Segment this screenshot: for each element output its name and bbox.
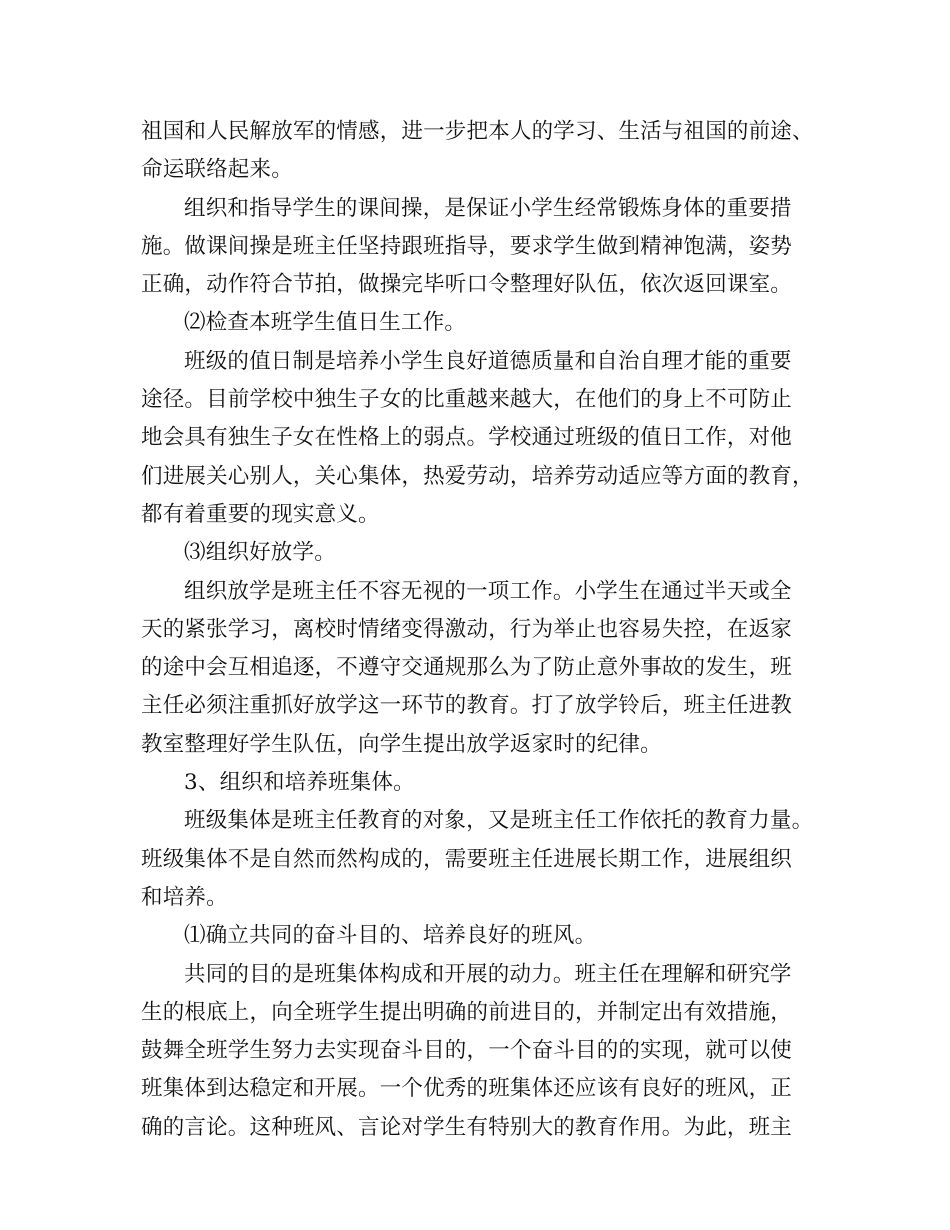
text-line: ⑵检查本班学生值日生工作。 (184, 310, 467, 336)
text-line: 共同的目的是班集体构成和开展的动力。班主任在理解和研究学 (184, 961, 792, 987)
text-line: 班级集体不是自然而然构成的，需要班主任进展长期工作，进展组织 (141, 846, 793, 872)
text-line: 主任必须注重抓好放学这一环节的教育。打了放学铃后，班主任进教 (141, 693, 793, 719)
text-line: 确的言论。这种班风、言论对学生有特别大的教育作用。为此，班主 (141, 1114, 793, 1140)
text-line: 生的根底上，向全班学生提出明确的前进目的，并制定出有效措施， (141, 999, 793, 1025)
text-line: 组织放学是班主任不容无视的一项工作。小学生在通过半天或全 (184, 578, 792, 604)
text-line: 3、组织和培养班集体。 (184, 770, 415, 796)
text-line: 班级的值日制是培养小学生良好道德质量和自治自理才能的重要 (184, 348, 792, 374)
text-line: 的途中会互相追逐，不遵守交通规那么为了防止意外事故的发生，班 (141, 655, 793, 681)
text-line: 班集体到达稳定和开展。一个优秀的班集体还应该有良好的班风，正 (141, 1076, 793, 1102)
text-line: 命运联络起来。 (141, 157, 293, 183)
text-line: 天的紧张学习，离校时情绪变得激动，行为举止也容易失控，在返家 (141, 616, 793, 642)
text-line: 鼓舞全班学生努力去实现奋斗目的，一个奋斗目的的实现，就可以使 (141, 1038, 793, 1064)
text-line: 正确，动作符合节拍，做操完毕听口令整理好队伍，依次返回课室。 (141, 272, 793, 298)
text-line: 教室整理好学生队伍，向学生提出放学返家时的纪律。 (141, 731, 662, 757)
text-line: 们进展关心别人，关心集体，热爱劳动，培养劳动适应等方面的教育， (141, 463, 814, 489)
text-line: ⑴确立共同的奋斗目的、培养良好的班风。 (184, 923, 597, 949)
text-line: 途径。目前学校中独生子女的比重越来越大，在他们的身上不可防止 (141, 387, 793, 413)
text-line: 祖国和人民解放军的情感，进一步把本人的学习、生活与祖国的前途、 (141, 119, 814, 144)
text-line: 组织和指导学生的课间操，是保证小学生经常锻炼身体的重要措 (184, 195, 792, 221)
document-body (141, 113, 813, 1147)
text-line: 地会具有独生子女在性格上的弱点。学校通过班级的值日工作，对他 (141, 425, 793, 451)
text-line: ⑶组织好放学。 (184, 540, 336, 566)
text-line: 施。做课间操是班主任坚持跟班指导，要求学生做到精神饱满，姿势 (141, 233, 793, 259)
text-line: 和培养。 (141, 884, 228, 910)
text-line: 班级集体是班主任教育的对象，又是班主任工作依托的教育力量。 (184, 808, 814, 834)
text-line: 都有着重要的现实意义。 (141, 501, 380, 527)
